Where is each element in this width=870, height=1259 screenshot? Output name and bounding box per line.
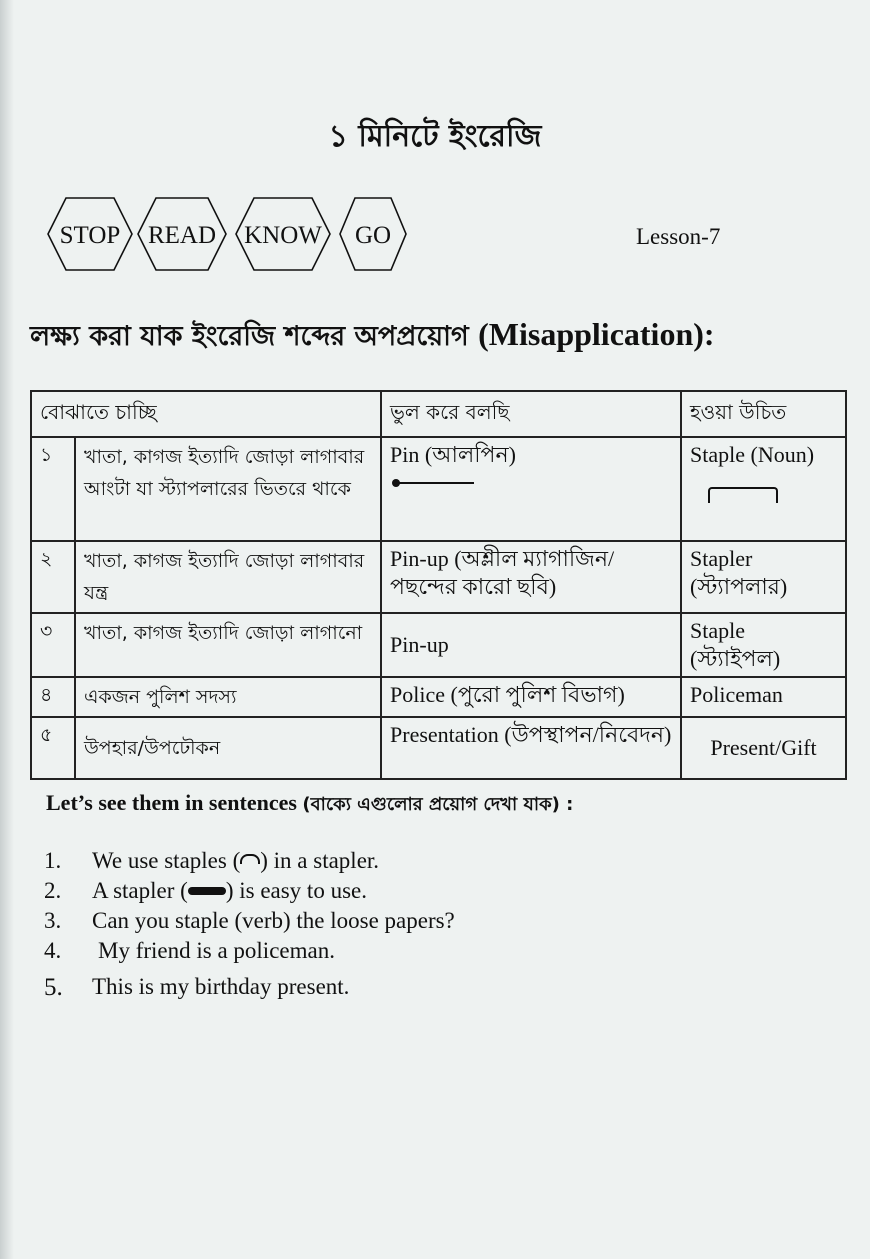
list-number: 3. [44,908,62,933]
row-number: ৩ [31,613,75,677]
row-meaning: খাতা, কাগজ ইত্যাদি জোড়া লাগাবার আংটা যা স্ট্যাপলারের ভিতরে থাকে [75,437,381,541]
page-title: ১ মিনিটে ইংরেজি [328,119,542,154]
row-wrong: Pin-up [381,613,681,677]
list-number: 1. [44,848,62,873]
sentence-part: ) is easy to use. [225,878,367,903]
sentence-text: This is my birthday present. [92,974,350,999]
sentence-text: Can you staple (verb) the loose papers? [92,908,455,933]
step-label: KNOW [244,222,322,249]
row-wrong: Pin-up (অশ্লীল ম্যাগাজিন/ পছন্দের কারো ছবি) [381,541,681,613]
row-correct [681,437,846,541]
list-number: 2. [44,878,62,903]
row-number: ২ [31,541,75,613]
row-correct: Present/Gift [681,717,846,779]
lesson-label: Lesson-7 [636,224,721,249]
table-row [31,541,846,613]
sentences-heading [46,790,573,821]
row-wrong [381,437,681,541]
row-wrong: Presentation (উপস্থাপন/নিবেদন) [381,717,681,779]
sentence-part: A stapler ( [92,878,188,903]
sentence-text [92,878,367,904]
misapplication-table [30,390,847,780]
row-meaning: উপহার/উপঢৌকন [75,717,381,779]
heading-bangla: লক্ষ্য করা যাক ইংরেজি শব্দের অপপ্রয়োগ [30,321,469,352]
row-correct: Stapler (স্ট্যাপলার) [681,541,846,613]
sentence-text: My friend is a policeman. [98,938,335,963]
step-label: GO [354,222,392,249]
row-meaning: খাতা, কাগজ ইত্যাদি জোড়া লাগানো [75,613,381,677]
table-row [31,613,846,677]
section-heading [30,316,860,361]
row-wrong-text: Pin (আলপিন) [390,442,516,467]
staple-icon [708,487,778,503]
table-header-row [31,391,846,437]
sentence-text [92,848,379,874]
heading-english: (Misapplication): [478,316,715,352]
table-row [31,437,846,541]
sentences-heading-english: Let’s see them in sentences [46,790,297,815]
row-correct: Staple (স্ট্যাইপল) [681,613,846,677]
step-label: STOP [59,222,121,249]
row-number: ৫ [31,717,75,779]
header-correct: হওয়া উচিত [681,391,846,437]
pin-icon [390,475,672,493]
list-number: 5. [44,974,63,1001]
staple-icon [240,854,260,864]
row-meaning: একজন পুলিশ সদস্য [75,677,381,717]
step-label: READ [147,222,217,249]
row-correct-text: Staple (Noun) [690,442,815,467]
header-meaning: বোঝাতে চাচ্ছি [31,391,381,437]
row-correct: Policeman [681,677,846,717]
stapler-icon [188,887,226,895]
sentence-part: ) in a stapler. [260,848,380,873]
page-binding-edge [0,0,14,1259]
row-number: ৪ [31,677,75,717]
sentence-part: We use staples ( [92,848,241,873]
row-meaning: খাতা, কাগজ ইত্যাদি জোড়া লাগাবার যন্ত্র [75,541,381,613]
sentences-heading-bangla: (বাক্যে এগুলোর প্রয়োগ দেখা যাক) : [302,794,574,815]
row-wrong: Police (পুরো পুলিশ বিভাগ) [381,677,681,717]
table-row [31,717,846,779]
header-wrong: ভুল করে বলছি [381,391,681,437]
table-row [31,677,846,717]
list-number: 4. [44,938,62,963]
row-number: ১ [31,437,75,541]
